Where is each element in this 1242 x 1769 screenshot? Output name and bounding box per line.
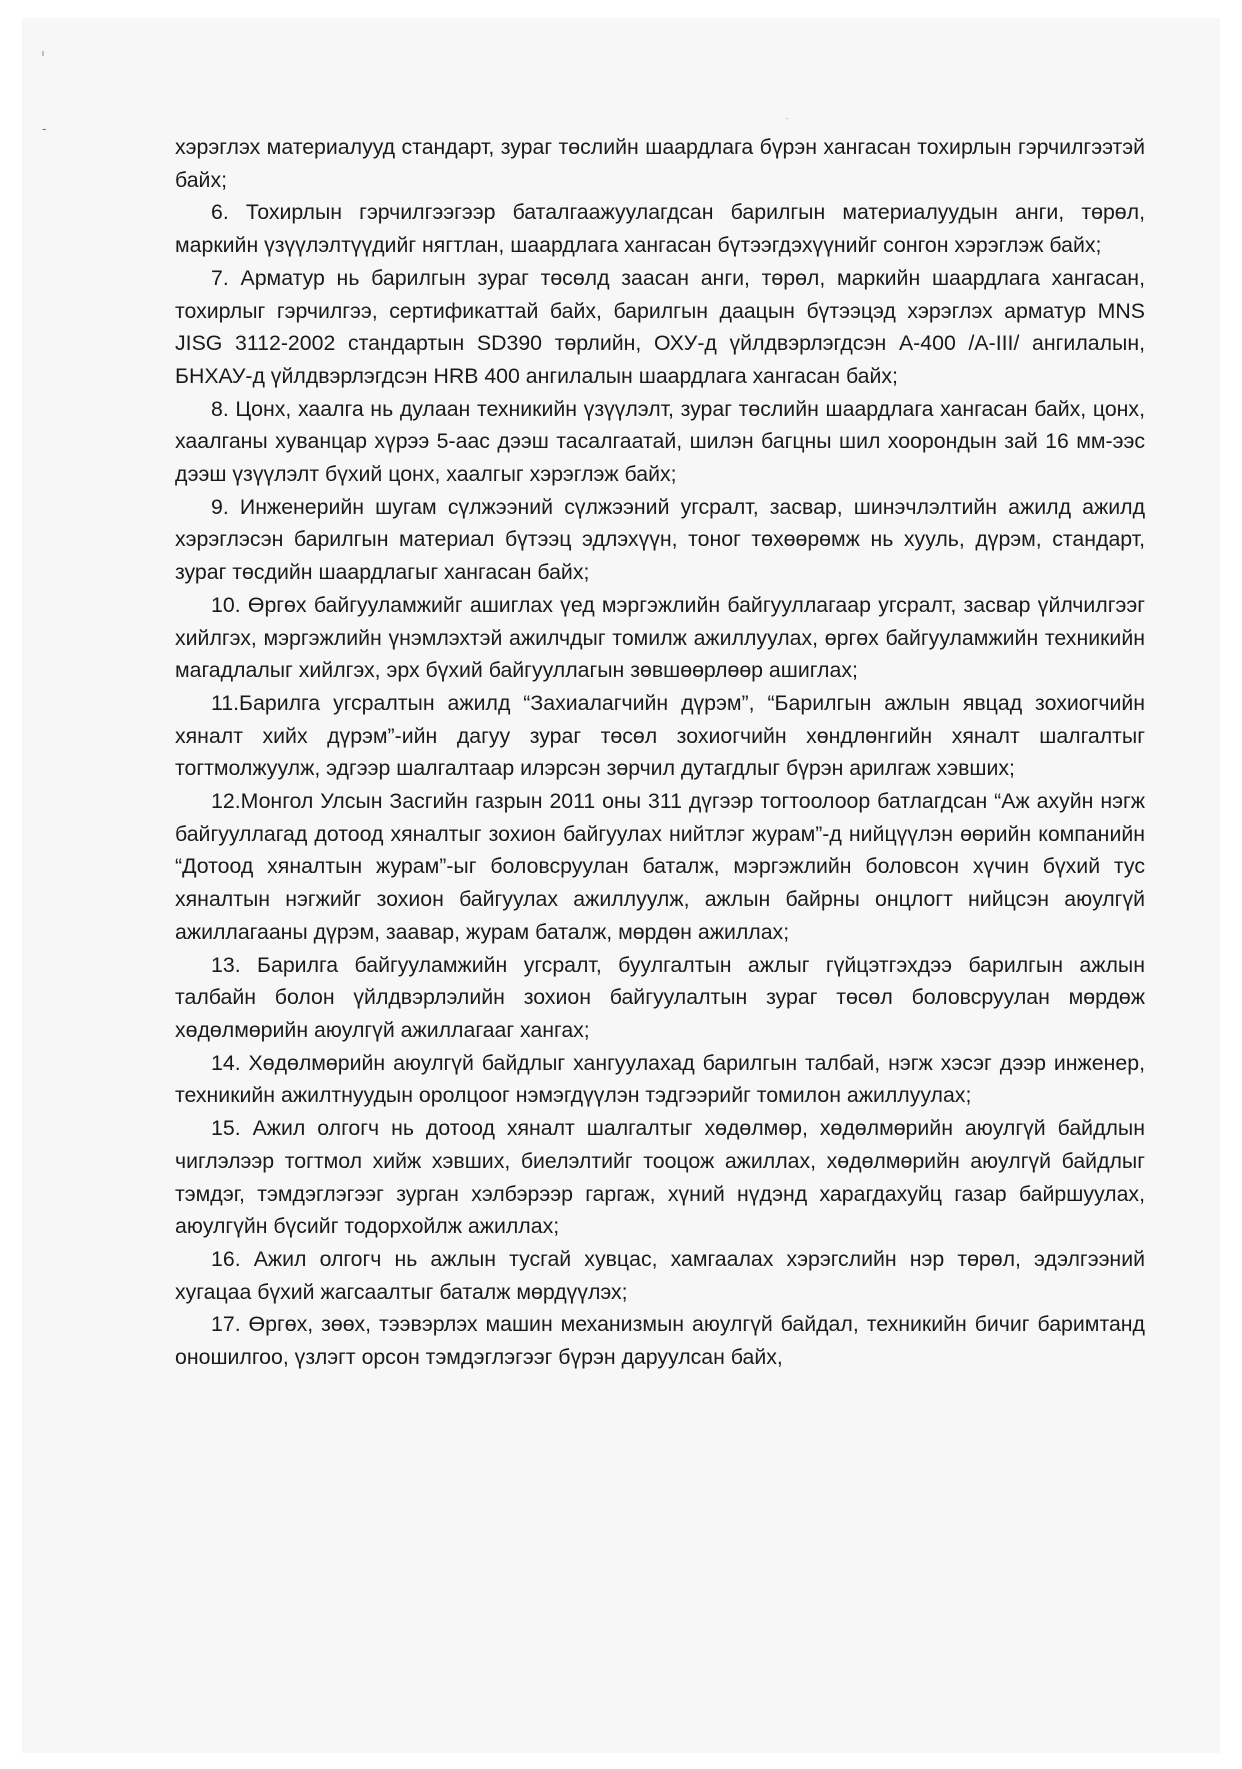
paragraph-continuation: хэрэглэх материалууд стандарт, зураг төслийн шаардлага бүрэн хангасан тохирлын гэрчилгээтэй байх; xyxy=(175,135,1145,192)
list-item-11: 11.Барилга угсралтын ажилд “Захиалагчийн дүрэм”, “Барилгын ажлын явцад зохиогчийн хяналт хийх дүрэм”-ийн дагуу зураг төсөл зохиогчийн хөндлөнгийн хяналт шалгалтыг тогтмолжуулж, эдгээр шалгалтаар илэрсэн зөрчил дутагдлыг бүрэн арилгаж хэвших; xyxy=(175,690,1145,781)
list-item-12: 12.Монгол Улсын Засгийн газрын 2011 оны 311 дүгээр тогтоолоор батлагдсан “Аж ахуйн нэгж байгууллагад дотоод хяналтыг зохион байгуулах нийтлэг журам”-д нийцүүлэн өөрийн компанийн “Дотоод хяналтын журам”-ыг боловсруулан баталж, мэргэжлийн боловсон хүчин бүхий тус хяналтын нэгжийг зохион байгуулах ажиллуулж, ажлын байрны онцлогт нийцсэн аюулгүй ажиллагааны дүрэм, заавар, журам баталж, мөрдөн ажиллах; xyxy=(175,789,1145,944)
list-item-16: 16. Ажил олгогч нь ажлын тусгай хувцас, хамгаалах хэрэгслийн нэр төрөл, эдэлгээний хугацаа бүхий жагсаалтыг баталж мөрдүүлэх; xyxy=(175,1246,1145,1304)
document-body xyxy=(175,131,1145,1374)
scan-speck: ᶦ xyxy=(42,47,45,62)
list-item-15: 15. Ажил олгогч нь дотоод хяналт шалгалтыг хөдөлмөр, хөдөлмөрийн аюулгүй байдлын чиглэлээр тогтмол хийж хэвших, биелэлтийг тооцож ажиллах, хөдөлмөрийн аюулгүй байдлыг тэмдэг, тэмдэглэгээг зурган хэлбэрээр гаргаж, хүний нүдэнд харагдахуйц газар байршуулах, аюулгүйн бүсийг тодорхойлж ажиллах; xyxy=(175,1116,1145,1239)
list-item-17: 17. Өргөх, зөөх, тээвэрлэх машин механизмын аюулгүй байдал, техникийн бичиг баримтанд оношилгоо, үзлэгт орсон тэмдэглэгээг бүрэн даруулсан байх, xyxy=(175,1312,1145,1370)
list-item-14: 14. Хөдөлмөрийн аюулгүй байдлыг хангуулахад барилгын талбай, нэгж хэсэг дээр инженер, техникийн ажилтнуудын оролцоог нэмэгдүүлэн тэдгээрийг томилон ажиллуулах; xyxy=(175,1050,1145,1108)
list-item-13: 13. Барилга байгууламжийн угсралт, буулгалтын ажлыг гүйцэтгэхдээ барилгын ажлын талбайн болон үйлдвэрлэлийн зохион байгуулалтын зураг төсөл боловсруулан мөрдөж хөдөлмөрийн аюулгүй ажиллагааг хангах; xyxy=(175,952,1145,1042)
scan-speck: - xyxy=(42,121,47,136)
list-item-7: 7. Арматур нь барилгын зураг төсөлд заасан анги, төрөл, маркийн шаардлага хангасан, тохирлыг гэрчилгээ, сертификаттай байх, барилгын даацын бүтээцэд хэрэглэх арматур MNS JISG 3112-2002 стандартын SD390 төрлийн, ОХУ-д үйлдвэрлэгдсэн А-400 /A-III/ ангилалын, БНХАУ-д үйлдвэрлэгдсэн HRB 400 ангилалын шаардлага хангасан байх; xyxy=(175,265,1145,388)
list-item-10: 10. Өргөх байгууламжийг ашиглах үед мэргэжлийн байгууллагаар угсралт, засвар үйлчилгээг хийлгэх, мэргэжлийн үнэмлэхтэй ажилчдыг томилж ажиллуулах, өргөх байгууламжийн техникийн магадлалыг хийлгэх, эрх бүхий байгууллагын зөвшөөрлөөр ашиглах; xyxy=(175,592,1145,683)
list-item-6: 6. Тохирлын гэрчилгээгээр баталгаажуулагдсан барилгын материалуудын анги, төрөл, маркийн үзүүлэлтүүдийг нягтлан, шаардлага хангасан бүтээгдэхүүнийг сонгон хэрэглэж байх; xyxy=(175,200,1145,258)
scan-speck: . xyxy=(786,112,789,121)
list-item-8: 8. Цонх, хаалга нь дулаан техникийн үзүүлэлт, зураг төслийн шаардлага хангасан байх, цонх, хаалганы хуванцар хүрээ 5-аас дээш тасалгаатай, шилэн багцны шил хоорондын зай 16 мм-ээс дээш үзүүлэлт бүхий цонх, хаалгыг хэрэглэж байх; xyxy=(175,396,1145,487)
list-item-9: 9. Инженерийн шугам сүлжээний сүлжээний угсралт, засвар, шинэчлэлтийн ажилд ажилд хэрэглэсэн барилгын материал бүтээц эдлэхүүн, тоног төхөөрөмж нь хууль, дүрэм, стандарт, зураг төсдийн шаардлагыг хангасан байх; xyxy=(175,494,1145,585)
